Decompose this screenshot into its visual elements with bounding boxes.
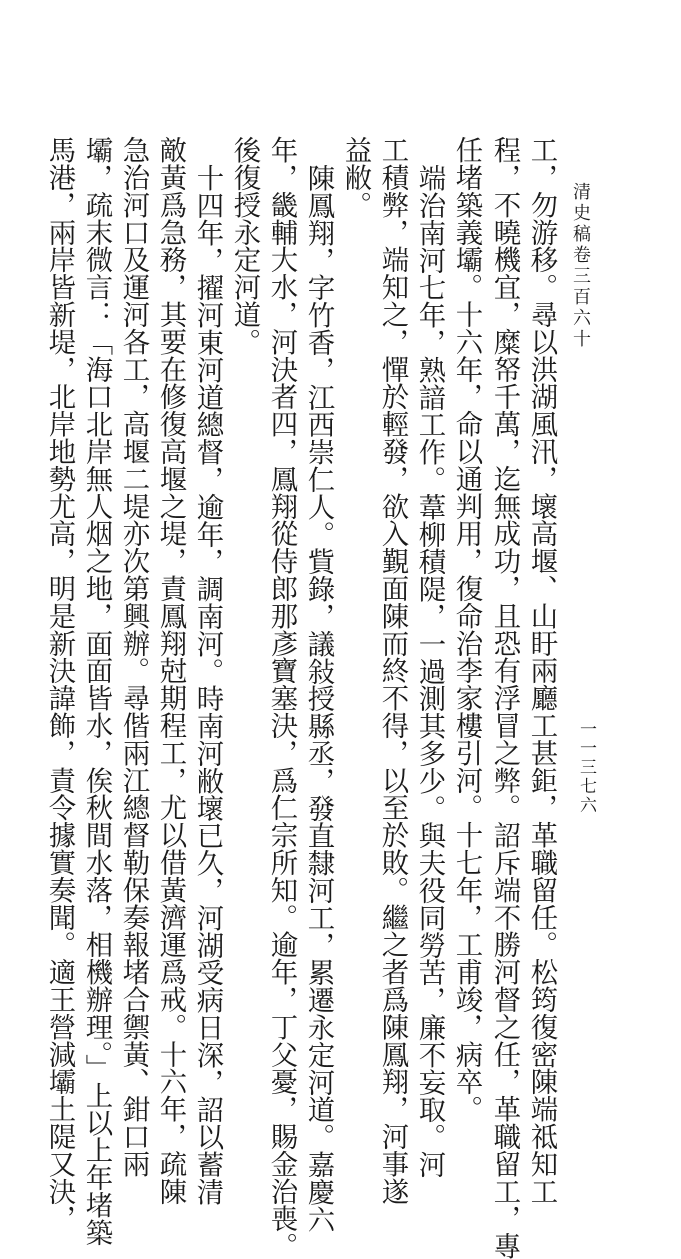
text-column: 十四年，擢河東河道總督，逾年，調南河。時南河敝壞已久，河湖受病日深，詔以蓄清 (191, 164, 223, 1206)
text-column: 後復授永定河道。 (228, 136, 260, 356)
text-column: 年，畿輔大水，河決者四，鳳翔從侍郎那彥寶塞決，爲仁宗所知。逾年，丁父憂，賜金治喪。 (265, 136, 297, 1259)
text-column: 任堵築義壩。十六年，命以通判用，復命治李家樓引河。十七年，工甫竣，病卒。 (450, 136, 482, 1123)
text-column: 敵黃爲急務，其要在修復高堰之堤，責鳳翔尅期程工，尤以借黃濟運爲戒。十六年，疏陳 (154, 136, 186, 1205)
text-column: 端治南河七年，熟諳工作。葦柳積隄，一過測其多少。與夫役同勞苦，廉不妄取。河 (413, 164, 445, 1178)
text-column: 工積弊，端知之，憚於輕發，欲入覲面陳而終不得，以至於敗。繼之者爲陳鳳翔，河事遂 (376, 136, 408, 1205)
text-column: 急治河口及運河各工，高堰二堤亦次第興辦。尋偕兩江總督勒保奏報堵合禦黃、鉗口兩 (117, 136, 149, 1178)
text-column: 益敝。 (339, 136, 371, 219)
text-column: 馬港，兩岸皆新堤，北岸地勢尤高，明是新決諱飾，責令據實奏聞。適王營減壩土隄又決， (43, 136, 75, 1232)
text-column: 程，不曉機宜，糜帑千萬，迄無成功，且恐有浮冒之弊。詔斥端不勝河督之任，革職留工，專 (488, 136, 520, 1259)
text-column: 陳鳳翔，字竹香，江西崇仁人。貲錄，議敍授縣丞，發直隸河工，累遷永定河道。嘉慶六 (302, 164, 334, 1233)
text-column: 工，勿游移。尋以洪湖風汛，壞高堰、山盱兩廳工甚鉅，革職留任。松筠復密陳端祗知工 (525, 136, 557, 1205)
running-head: 清史稿卷三百六十 (570, 182, 591, 350)
text-column: 壩，疏末微言：「海口北岸無人烟之地，面面皆水，俟秋間水落，相機辦理。」上以上年堵築 (80, 136, 112, 1246)
page-number: 一一三七六 (576, 720, 596, 815)
